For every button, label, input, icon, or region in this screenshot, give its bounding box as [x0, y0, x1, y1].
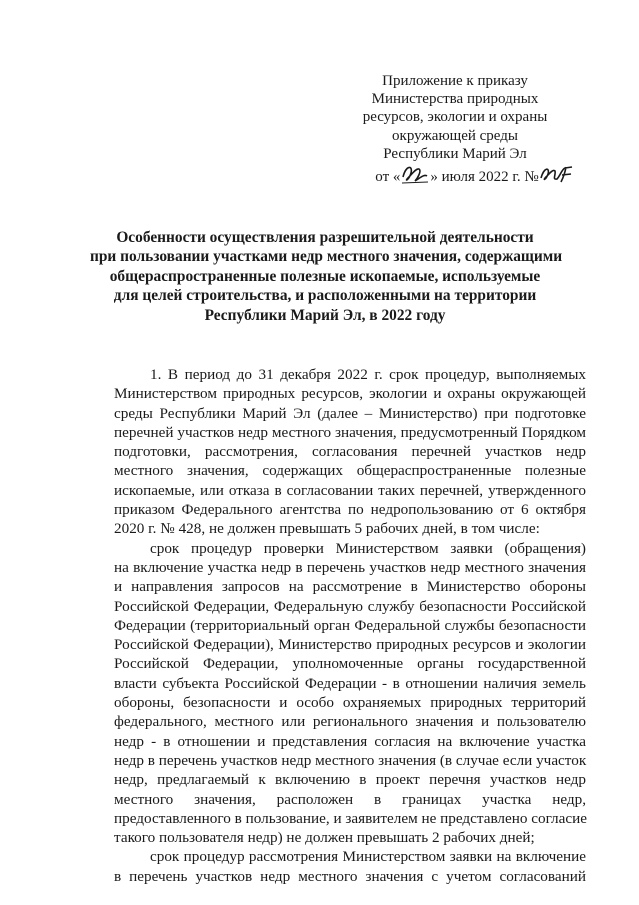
appendix-line: Министерства природных	[371, 91, 539, 108]
title-line: Особенности осуществления разрешительной деятельности	[116, 229, 534, 246]
appendix-header	[330, 72, 580, 186]
body-line: недр - в отношении и представления согласия на включение участка	[114, 732, 586, 750]
document-body	[114, 365, 586, 886]
title-line: при пользовании участками недр местного значения, содержащими	[90, 248, 563, 266]
body-line: местного значения, расположен в границах участка недр,	[114, 790, 586, 808]
date-prefix: от «	[375, 169, 401, 186]
body-line: обороны, безопасности и особо охраняемых природных территорий	[114, 694, 586, 712]
date-middle: » июля 2022 г. №	[430, 169, 539, 186]
body-line: местного значения, содержащих общераспространенные полезные	[114, 462, 586, 480]
body-line: Российской Федерации), Министерство природных ресурсов и экологии	[114, 636, 586, 654]
appendix-line: Приложение к приказу	[382, 73, 528, 89]
body-line: недр, предлагаемый к включению в проект перечня участков недр	[114, 771, 586, 789]
body-line: срок процедур проверки Министерством заявки (обращения)	[150, 539, 586, 557]
body-line: Российской Федерации, уполномоченные органы государственной	[114, 655, 586, 673]
body-line: Министерством природных ресурсов, экологии и охраны окружающей	[114, 385, 586, 403]
body-line: ископаемые, или отказа в согласовании таких перечней, утвержденного	[114, 481, 586, 499]
document-title	[90, 228, 563, 325]
body-line: 2020 г. № 428, не должен превышать 5 рабочих дней, в том числе:	[114, 520, 540, 538]
body-line: недр в перечень участков недр местного значения (в случае если участок	[114, 751, 587, 769]
body-line: среды Республики Марий Эл (далее – Министерство) при подготовке	[114, 404, 586, 422]
body-line: власти субъекта Российской Федерации - в отношении наличия земель	[114, 674, 586, 692]
appendix-line: Республики Марий Эл	[383, 145, 527, 162]
body-line: подготовки, рассмотрения, согласования перечней участков недр	[114, 443, 586, 461]
body-line: предоставленного в пользование, и заявителем не представлено согласие	[114, 809, 587, 827]
appendix-line: ресурсов, экологии и охраны	[362, 109, 548, 126]
handwritten-number-signature	[539, 163, 575, 185]
appendix-line: окружающей среды	[392, 127, 518, 144]
title-line: общераспространенные полезные ископаемые, используемые	[109, 267, 541, 285]
body-line: Федерации (территориальный орган Федеральной службы безопасности	[114, 616, 586, 634]
body-line: приказом Федерального агентства по недропользованию от 6 октября	[114, 501, 586, 519]
title-line: Республики Марий Эл, в 2022 году	[204, 306, 446, 324]
body-line: срок процедур рассмотрения Министерством заявки на включение	[150, 848, 586, 866]
body-line: Российской Федерации, Федеральную службу безопасности Российской	[114, 597, 586, 615]
body-line: перечней участков недр местного значения, предусмотренный Порядком	[114, 423, 586, 441]
title-line: для целей строительства, и расположенными на территории	[113, 287, 537, 305]
body-line: федерального, местного или регионального значения и пользователю	[114, 713, 586, 731]
body-line: на включение участка недр в перечень участков недр местного значения	[114, 558, 586, 576]
order-date-number-line	[350, 163, 600, 186]
handwritten-day-signature	[400, 163, 430, 185]
body-line: и направления запросов на рассмотрение в Министерство обороны	[114, 578, 586, 596]
body-line: в перечень участков недр местного значения с учетом согласований	[114, 867, 586, 885]
body-line: 1. В период до 31 декабря 2022 г. срок процедур, выполняемых	[150, 366, 586, 383]
body-line: такого пользователя недр) не должен превышать 2 рабочих дней;	[114, 829, 535, 847]
